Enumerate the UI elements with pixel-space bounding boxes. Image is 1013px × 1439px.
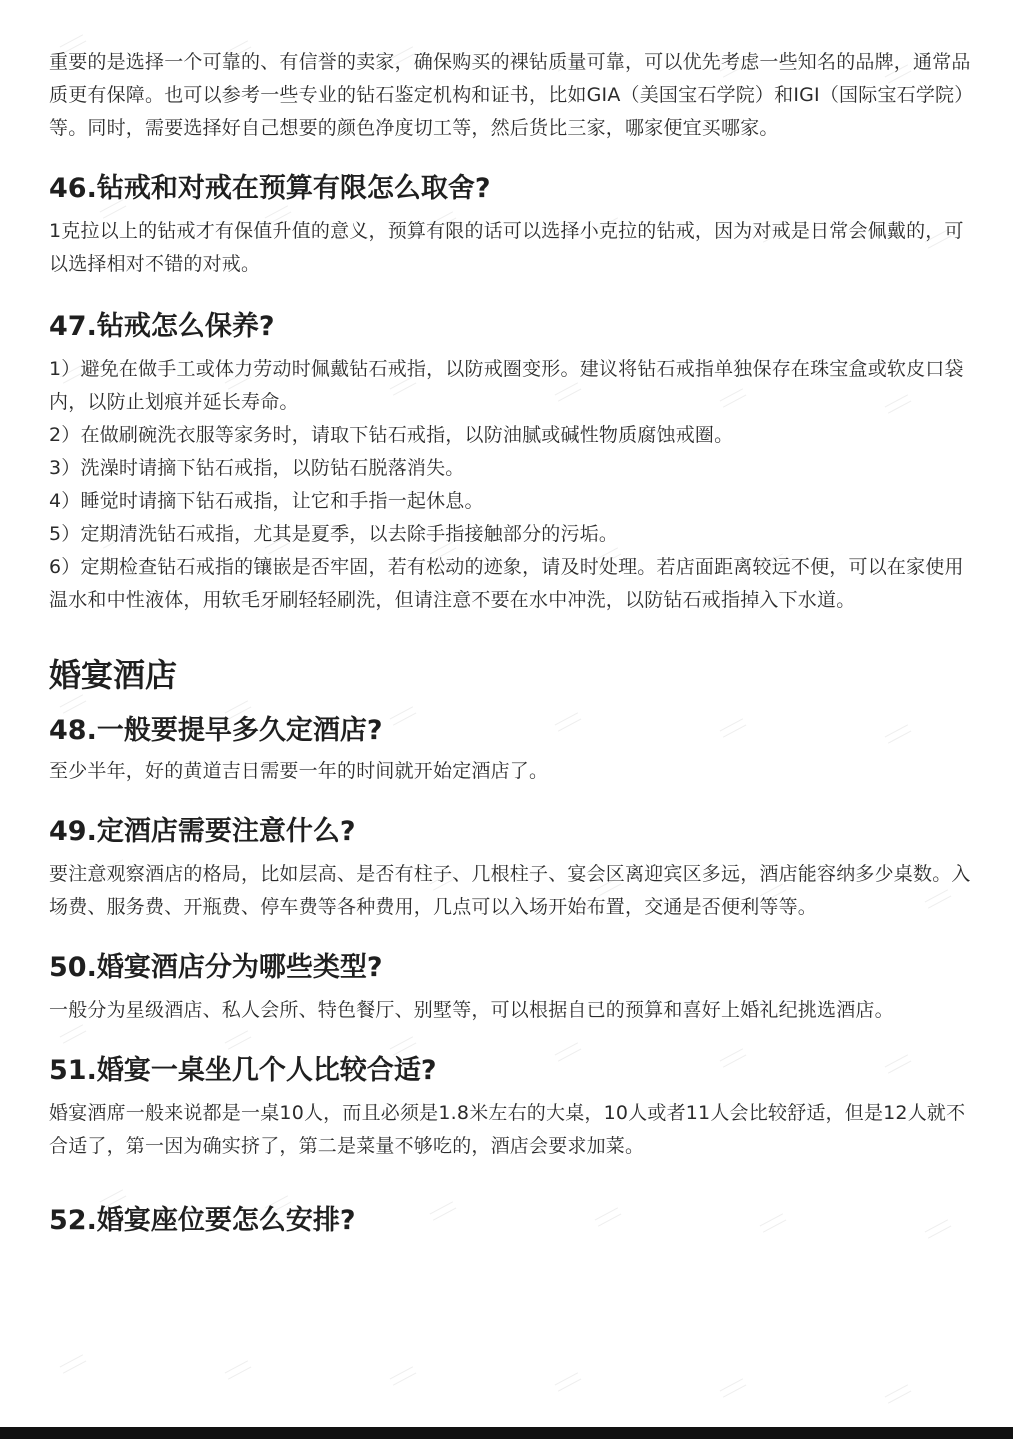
q47-item-5: 5）定期清洗钻石戒指，尤其是夏季，以去除手指接触部分的污垢。 (49, 523, 619, 545)
q47-item-3: 3）洗澡时请摘下钻石戒指，以防钻石脱落消失。 (49, 457, 465, 479)
document-content (49, 46, 971, 1239)
q51-heading: 51.婚宴一桌坐几个人比较合适? (49, 1055, 437, 1086)
intro-paragraph: 重要的是选择一个可靠的、有信誉的卖家，确保购买的裸钻质量可靠，可以优先考虑一些知名的品牌，通常品质更有保障。也可以参考一些专业的钻石鉴定机构和证书，比如GIA（美国宝石学院）和IGI（国际宝石学院）等。同时，需要选择好自己想要的颜色净度切工等，然后货比三家，哪家便宜买哪家。 (49, 51, 971, 139)
q52-heading: 52.婚宴座位要怎么安排? (49, 1205, 356, 1236)
watermark-mark (720, 1378, 747, 1397)
watermark-mark (555, 1372, 582, 1391)
q51-answer: 婚宴酒席一般来说都是一桌10人，而且必须是1.8米左右的大桌，10人或者11人会比较舒适，但是12人就不合适了，第一因为确实挤了，第二是菜量不够吃的，酒店会要求加菜。 (49, 1102, 966, 1157)
watermark-mark (885, 1384, 912, 1403)
q47-item-6: 6）定期检查钻石戒指的镶嵌是否牢固，若有松动的迹象，请及时处理。若店面距离较远不便，可以在家使用温水和中性液体，用软毛牙刷轻轻刷洗，但请注意不要在水中冲洗，以防钻石戒指掉入下水道。 (49, 556, 964, 611)
q47-item-1: 1）避免在做手工或体力劳动时佩戴钻石戒指，以防戒圈变形。建议将钻石戒指单独保存在珠宝盒或软皮口袋内，以防止划痕并延长寿命。 (49, 358, 964, 413)
q47-item-2: 2）在做刷碗洗衣服等家务时，请取下钻石戒指，以防油腻或碱性物质腐蚀戒圈。 (49, 424, 734, 446)
watermark-mark (225, 1360, 252, 1379)
q50-heading: 50.婚宴酒店分为哪些类型? (49, 952, 383, 983)
q48-answer: 至少半年，好的黄道吉日需要一年的时间就开始定酒店了。 (49, 760, 549, 782)
q49-answer: 要注意观察酒店的格局，比如层高、是否有柱子、几根柱子、宴会区离迎宾区多远，酒店能容纳多少桌数。入场费、服务费、开瓶费、停车费等各种费用，几点可以入场开始布置，交通是否便利等等。 (49, 863, 971, 918)
section-title-wedding-hotel: 婚宴酒店 (49, 656, 178, 694)
q47-item-4: 4）睡觉时请摘下钻石戒指，让它和手指一起休息。 (49, 490, 484, 512)
q46-heading: 46.钻戒和对戒在预算有限怎么取舍? (49, 173, 491, 204)
watermark-mark (390, 1366, 417, 1385)
q47-care-list (49, 353, 971, 617)
q47-heading: 47.钻戒怎么保养? (49, 311, 275, 342)
q46-answer: 1克拉以上的钻戒才有保值升值的意义，预算有限的话可以选择小克拉的钻戒，因为对戒是日常会佩戴的，可以选择相对不错的对戒。 (49, 220, 964, 275)
q48-heading: 48.一般要提早多久定酒店? (49, 715, 383, 746)
bottom-bar (0, 1427, 1013, 1439)
q49-heading: 49.定酒店需要注意什么? (49, 816, 356, 847)
q50-answer: 一般分为星级酒店、私人会所、特色餐厅、别墅等，可以根据自已的预算和喜好上婚礼纪挑选酒店。 (49, 999, 894, 1021)
watermark-mark (60, 1354, 87, 1373)
